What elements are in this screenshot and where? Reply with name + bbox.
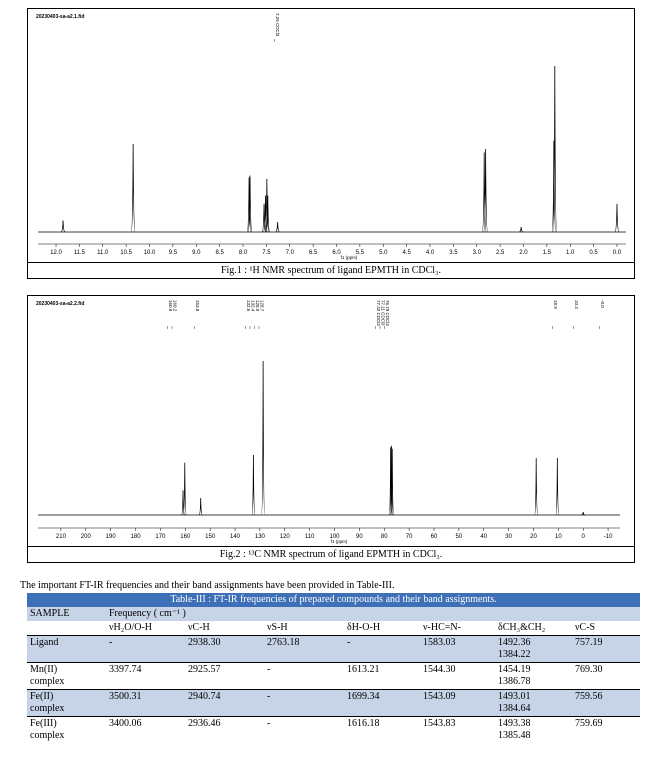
value-line: -: [267, 718, 271, 729]
spectrum-peak: [519, 227, 523, 232]
x-axis-tick-label: 210: [55, 534, 66, 540]
x-axis-tick-label: 80: [380, 534, 388, 540]
x-axis-tick-label: 5.5: [355, 250, 365, 256]
peak-label: 128.9: [255, 300, 260, 312]
value-cell: [106, 636, 185, 663]
x-axis-tick-label: 2.0: [519, 250, 528, 256]
value-line: 1384.64: [498, 703, 531, 714]
x-axis-tick-label: 0.5: [589, 250, 598, 256]
spectrum-peak: [131, 144, 135, 232]
column-header: ν-HC=N-: [423, 622, 461, 633]
x-axis-tick-label: 150: [205, 534, 216, 540]
x-axis-tick-label: 6.0: [332, 250, 341, 256]
value-cell: [572, 663, 640, 690]
value-cell: [106, 717, 185, 744]
value-line: 2936.46: [188, 718, 221, 729]
spectrum-peak: [262, 361, 265, 515]
x-axis-tick-label: 8.5: [215, 250, 224, 256]
sample-header-blank: [27, 621, 106, 636]
x-axis-tick-label: 200: [80, 534, 91, 540]
x-axis-tick-label: 12.0: [50, 250, 62, 256]
column-header: νH₂O/O-H: [109, 622, 153, 633]
value-line: 1454.19: [498, 664, 531, 675]
x-axis-tick-label: 10: [554, 534, 562, 540]
value-line: 1384.22: [498, 649, 531, 660]
value-line: 1544.30: [423, 664, 456, 675]
value-line: 1699.34: [347, 691, 380, 702]
value-cell: [420, 717, 495, 744]
value-cell: [495, 690, 572, 717]
sample-cell: [27, 690, 106, 717]
spectrum-peak: [199, 498, 202, 515]
value-cell: [344, 717, 420, 744]
value-line: 759.56: [575, 691, 603, 702]
table-row: [27, 636, 640, 663]
x-axis-tick-label: 70: [405, 534, 413, 540]
sample-cell: [27, 717, 106, 744]
x-axis-tick-label: 0.0: [612, 250, 622, 256]
sample-name-line: Mn(II): [30, 664, 58, 675]
value-line: -: [267, 664, 271, 675]
x-axis-tick-label: 180: [130, 534, 141, 540]
x-axis-tick-label: 140: [230, 534, 241, 540]
x-axis-tick-label: 60: [430, 534, 438, 540]
value-line: 3400.06: [109, 718, 142, 729]
value-cell: [420, 663, 495, 690]
x-axis-tick-label: 9.0: [192, 250, 201, 256]
spectrum-peak: [582, 512, 585, 515]
x-axis-tick-label: 170: [155, 534, 166, 540]
x-axis-tick-label: 50: [455, 534, 463, 540]
table-caption: Table-III : FT-IR frequencies of prepared compounds and their band assignments.: [27, 593, 640, 607]
sample-name-line: Ligand: [30, 637, 59, 648]
sample-cell: [27, 636, 106, 663]
value-cell: [420, 636, 495, 663]
value-cell: [264, 636, 344, 663]
x-axis-tick-label: 10.0: [143, 250, 156, 256]
peak-label: 153.8: [195, 300, 200, 312]
table-row: [27, 663, 640, 690]
intro-paragraph: The important FT-IR frequencies and their band assignments have been provided in Table-III.: [20, 580, 395, 591]
value-line: 3397.74: [109, 664, 142, 675]
x-axis-tick-label: 90: [356, 534, 363, 540]
c-nmr-spectrum-chart: [28, 296, 634, 546]
x-axis-tick-label: 130: [254, 534, 265, 540]
spectrum-peak: [252, 455, 255, 515]
frequency-header: Frequency ( cm⁻¹ ): [106, 607, 640, 621]
value-line: 1543.83: [423, 718, 456, 729]
column-header: νS-H: [267, 622, 288, 633]
x-axis-tick-label: 11.0: [97, 250, 109, 256]
spectrum-peak: [556, 458, 559, 515]
x-axis-tick-label: 1.5: [542, 250, 552, 256]
value-cell: [106, 690, 185, 717]
x-axis-tick-label: 3.5: [449, 250, 458, 256]
value-cell: [106, 663, 185, 690]
value-cell: [495, 717, 572, 744]
x-axis-tick-label: 7.0: [285, 250, 294, 256]
x-axis-tick-label: 9.5: [168, 250, 178, 256]
x-axis-tick-label: 30: [505, 534, 512, 540]
table-row: [27, 690, 640, 717]
value-cell: [344, 690, 420, 717]
value-cell: [572, 690, 640, 717]
value-line: -: [347, 637, 351, 648]
h-nmr-spectrum-chart: [28, 9, 634, 262]
sample-name-line: complex: [30, 676, 65, 687]
x-axis-tick-label: -10: [603, 534, 613, 540]
value-line: 1492.36: [498, 637, 531, 648]
ftir-table: [27, 593, 640, 743]
peak-label: 132.4: [250, 300, 256, 312]
x-axis-tick-label: 8.0: [238, 250, 248, 256]
file-label: 20230403-sa-a2.2.fid: [36, 301, 85, 307]
peak-label: 132.6: [246, 300, 251, 312]
value-line: 757.19: [575, 637, 603, 648]
value-line: 769.30: [575, 664, 603, 675]
value-line: -: [109, 637, 113, 648]
value-line: -: [267, 691, 271, 702]
spectrum-peak: [61, 220, 65, 232]
column-header: δH-O-H: [347, 622, 381, 633]
value-line: 1385.48: [498, 730, 531, 741]
sample-name-line: Fe(III): [30, 718, 57, 729]
table-row: [27, 717, 640, 744]
value-cell: [495, 663, 572, 690]
value-cell: [264, 663, 344, 690]
x-axis-tick-label: 0: [581, 534, 585, 540]
value-line: 2940.74: [188, 691, 221, 702]
x-axis-tick-label: 160: [180, 534, 191, 540]
value-cell: [185, 636, 264, 663]
x-axis-unit-label: f1 (ppm): [330, 539, 348, 544]
value-cell: [185, 717, 264, 744]
value-line: 3500.31: [109, 691, 142, 702]
x-axis-tick-label: 5.0: [379, 250, 388, 256]
peak-label: 160.2: [172, 300, 178, 312]
column-header: νC-H: [188, 622, 210, 633]
peak-label: -0.0: [600, 300, 605, 308]
x-axis-tick-label: 1.0: [566, 250, 575, 256]
value-line: 2925.57: [188, 664, 221, 675]
sample-name-line: Fe(II): [30, 691, 54, 702]
value-line: 1543.09: [423, 691, 456, 702]
x-axis-tick-label: 2.5: [495, 250, 505, 256]
spectrum-peak: [535, 458, 538, 515]
column-header: νC-S: [575, 622, 596, 633]
peak-label: 160.9: [168, 300, 173, 312]
spectrum-peak: [615, 204, 619, 232]
sample-cell: [27, 663, 106, 690]
value-line: 1583.03: [423, 637, 456, 648]
value-cell: [185, 663, 264, 690]
x-axis-tick-label: 40: [480, 534, 488, 540]
peak-label: 77.42 CDCl3: [376, 300, 381, 326]
value-line: 2763.18: [267, 637, 300, 648]
value-cell: [495, 636, 572, 663]
figure-1-caption: Fig.1 : ¹H NMR spectrum of ligand EPMTH in CDCl₃.: [28, 262, 634, 278]
value-cell: [420, 690, 495, 717]
peak-label: 10.4: [574, 300, 579, 309]
x-axis-tick-label: 6.5: [308, 250, 318, 256]
value-line: 759.69: [575, 718, 603, 729]
value-cell: [264, 717, 344, 744]
x-axis-tick-label: 4.5: [402, 250, 411, 256]
value-cell: [264, 690, 344, 717]
value-line: 1386.78: [498, 676, 531, 687]
peak-label: 77.11 CDCl3: [380, 300, 386, 326]
x-axis-tick-label: 20: [530, 534, 537, 540]
x-axis-tick-label: 100: [329, 534, 340, 540]
figure-1-box: [27, 8, 635, 279]
x-axis-tick-label: 110: [304, 534, 315, 540]
value-line: 1493.38: [498, 718, 531, 729]
peak-label: 128.7: [259, 300, 265, 312]
value-line: 1493.01: [498, 691, 531, 702]
x-axis-tick-label: 10.5: [120, 250, 132, 256]
x-axis-tick-label: 4.0: [425, 250, 435, 256]
figure-2-caption: Fig.2 : ¹³C NMR spectrum of ligand EPMTH in CDCl₃.: [28, 546, 634, 562]
value-line: 2938.30: [188, 637, 221, 648]
sample-name-line: complex: [30, 703, 65, 714]
x-axis-tick-label: 11.5: [73, 250, 86, 256]
value-cell: [344, 636, 420, 663]
value-line: 1613.21: [347, 664, 380, 675]
value-cell: [572, 636, 640, 663]
x-axis-tick-label: 190: [105, 534, 116, 540]
x-axis-unit-label: f1 (ppm): [340, 255, 358, 260]
value-cell: [344, 663, 420, 690]
figure-2-box: [27, 295, 635, 563]
x-axis-tick-label: 3.0: [472, 250, 481, 256]
peak-label: 7.26 CDCl3: [275, 13, 280, 37]
x-axis-tick-label: 7.5: [262, 250, 271, 256]
peak-label: 18.9: [553, 300, 558, 309]
x-axis-tick-label: 120: [279, 534, 290, 540]
value-cell: [572, 717, 640, 744]
value-cell: [185, 690, 264, 717]
spectrum-peak: [276, 222, 280, 232]
sample-name-line: complex: [30, 730, 65, 741]
file-label: 20230403-sa-a2.1.fid: [36, 14, 85, 20]
sample-header: SAMPLE: [27, 607, 106, 621]
peak-label: 76.79 CDCl3: [385, 300, 390, 326]
column-header: δCH₃&CH₂: [498, 622, 546, 633]
value-line: 1616.18: [347, 718, 380, 729]
